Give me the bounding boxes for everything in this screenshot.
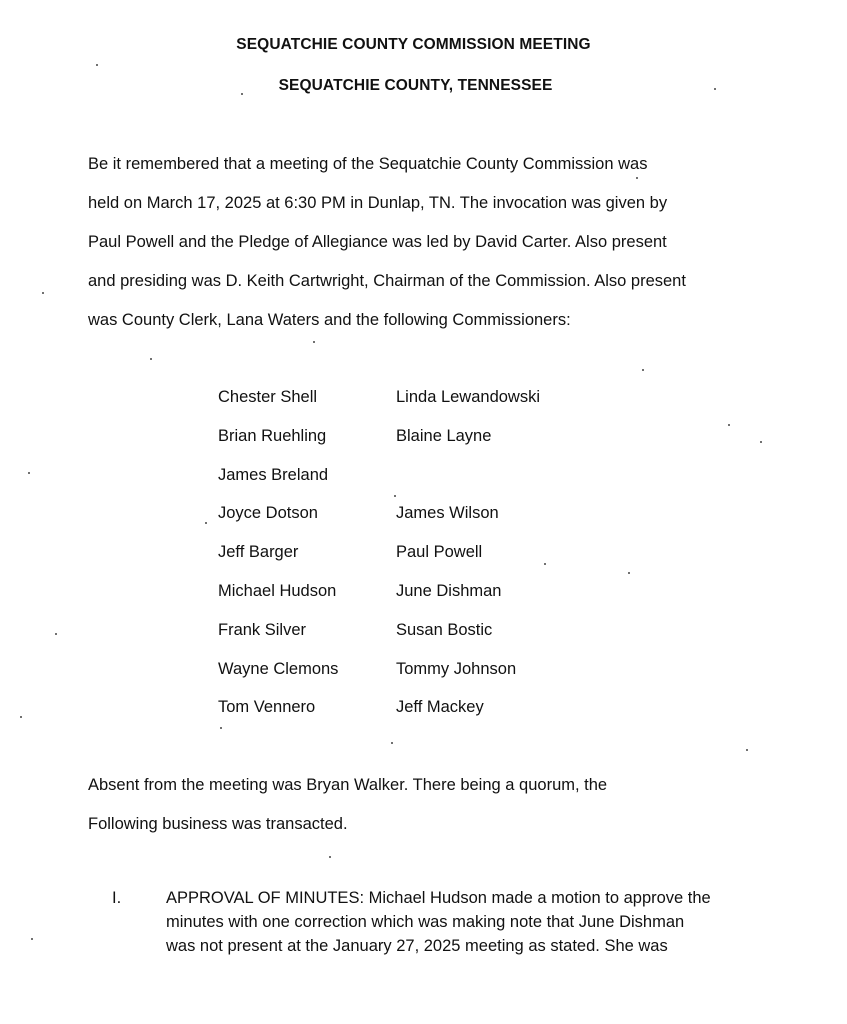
commissioner-name: James Wilson xyxy=(396,504,499,523)
scan-speck xyxy=(313,341,315,343)
intro-line: and presiding was D. Keith Cartwright, Chairman of the Commission. Also present xyxy=(88,272,686,290)
intro-line: was County Clerk, Lana Waters and the following Commissioners: xyxy=(88,311,571,329)
scan-speck xyxy=(241,93,243,95)
scan-speck xyxy=(31,938,33,940)
commissioner-name: Blaine Layne xyxy=(396,426,492,445)
scan-speck xyxy=(636,177,638,179)
scan-speck xyxy=(55,633,57,635)
scan-speck xyxy=(150,358,152,360)
item-approval-of-minutes xyxy=(166,886,806,958)
scan-speck xyxy=(329,856,331,858)
document-subtitle: SEQUATCHIE COUNTY, TENNESSEE xyxy=(278,77,553,94)
commissioner-name: Frank Silver xyxy=(218,620,307,639)
scan-speck xyxy=(714,88,716,90)
scan-speck xyxy=(96,64,98,66)
scan-speck xyxy=(28,472,30,474)
commissioner-name: Jeff Barger xyxy=(218,543,299,562)
absent-paragraph xyxy=(88,766,788,844)
scan-speck xyxy=(220,727,222,729)
commissioner-name: June Dishman xyxy=(396,581,502,600)
scan-speck xyxy=(642,369,644,371)
commissioner-name: Wayne Clemons xyxy=(218,659,339,678)
commissioner-name: Susan Bostic xyxy=(396,620,493,639)
commissioner-name: Tommy Johnson xyxy=(396,659,517,678)
scan-speck xyxy=(746,749,748,751)
scan-speck xyxy=(391,742,393,744)
scan-speck xyxy=(760,441,762,443)
item-line: minutes with one correction which was making note that June Dishman xyxy=(166,913,685,931)
intro-line: held on March 17, 2025 at 6:30 PM in Dunlap, TN. The invocation was given by xyxy=(88,194,668,212)
absent-line: Following business was transacted. xyxy=(88,815,348,833)
scan-speck xyxy=(42,292,44,294)
item-line: APPROVAL OF MINUTES: Michael Hudson made a motion to approve the xyxy=(166,889,711,907)
item-line: was not present at the January 27, 2025 meeting as stated. She was xyxy=(166,937,668,955)
intro-line: Be it remembered that a meeting of the Sequatchie County Commission was xyxy=(88,155,648,173)
scan-speck xyxy=(728,424,730,426)
commissioner-name: Michael Hudson xyxy=(218,581,337,600)
intro-line: Paul Powell and the Pledge of Allegiance was led by David Carter. Also present xyxy=(88,233,667,251)
commissioner-name: Jeff Mackey xyxy=(396,698,484,717)
commissioner-name: Tom Vennero xyxy=(218,698,316,717)
commissioner-name: Paul Powell xyxy=(396,543,483,562)
commissioner-name: Joyce Dotson xyxy=(218,504,318,523)
intro-paragraph xyxy=(88,145,788,340)
item-number: I. xyxy=(112,889,122,907)
commissioner-name: Chester Shell xyxy=(218,388,318,406)
scan-speck xyxy=(20,716,22,718)
scan-speck xyxy=(205,522,207,524)
scan-speck xyxy=(394,495,396,497)
absent-line: Absent from the meeting was Bryan Walker. There being a quorum, the xyxy=(88,776,608,794)
scan-speck xyxy=(628,572,630,574)
scan-speck xyxy=(544,563,546,565)
commissioner-name: Linda Lewandowski xyxy=(396,388,541,406)
document-title: SEQUATCHIE COUNTY COMMISSION MEETING xyxy=(236,36,591,53)
commissioner-name: James Breland xyxy=(218,465,329,484)
commissioner-name: Brian Ruehling xyxy=(218,426,327,445)
